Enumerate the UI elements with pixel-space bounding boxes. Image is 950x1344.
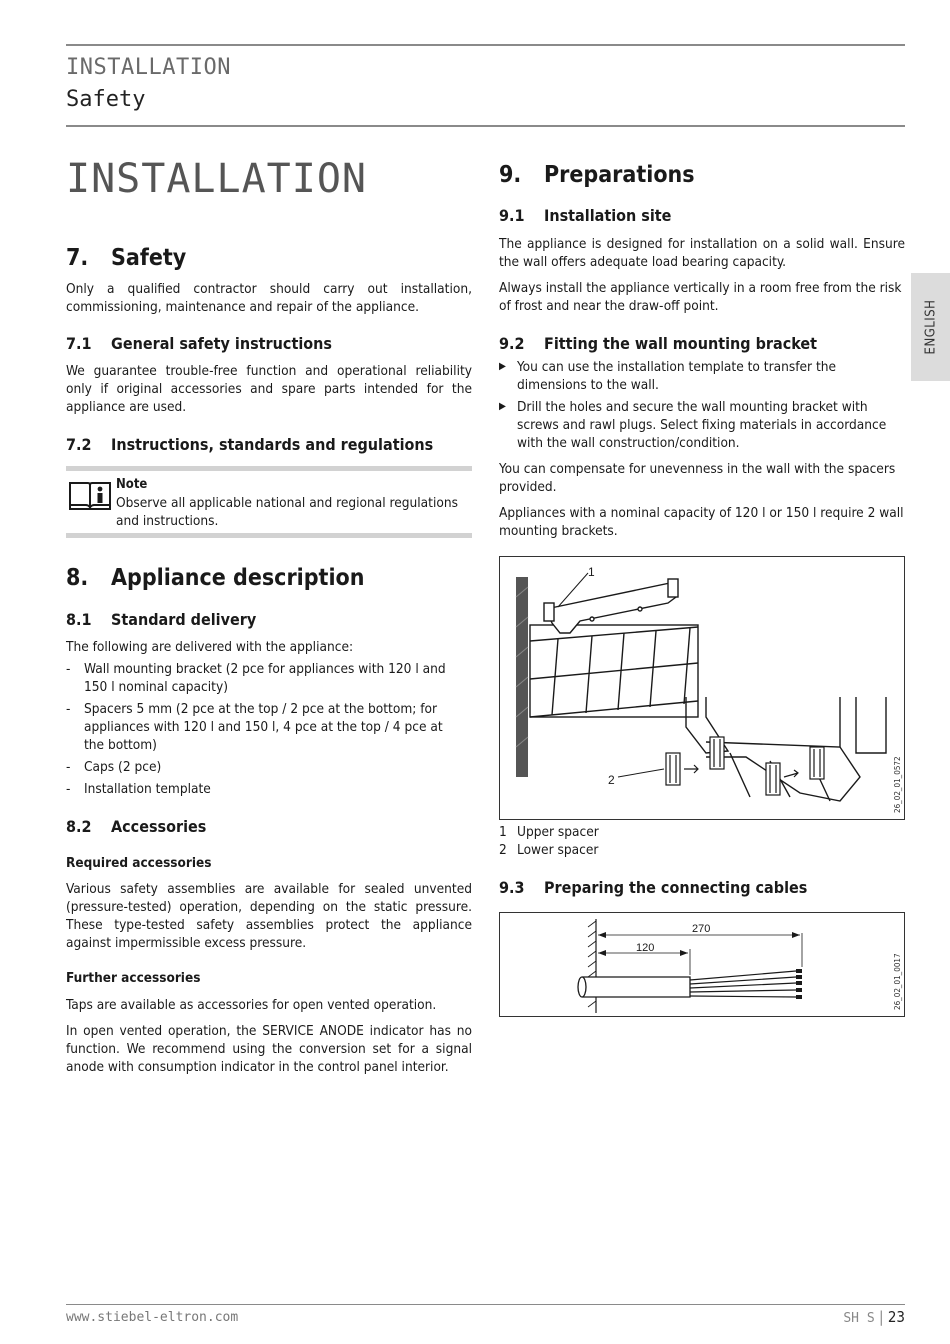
bracket-steps [499, 358, 899, 456]
section-7-intro: Only a qualified contractor should carry out installation, commissioning, maintenance and repair of the appliance. [66, 281, 472, 315]
list-item: - Caps (2 pce) [66, 758, 466, 776]
section-7-heading: 7. Safety [66, 245, 187, 271]
footer-page-info [843, 1308, 905, 1326]
section-9-1-text-1: The appliance is designed for installation on a solid wall. Ensure the wall offers adequate load bearing capacity. [499, 236, 905, 270]
section-9-2-heading: 9.2 Fitting the wall mounting bracket [499, 334, 818, 353]
footer-url: www.stiebel-eltron.com [66, 1310, 239, 1325]
note-text: Observe all applicable national and regional regulations and instructions. [116, 495, 458, 529]
manual-info-icon [68, 479, 112, 511]
header-rule [66, 125, 905, 127]
note-box [66, 466, 472, 538]
section-8-heading: 8. Appliance description [66, 565, 365, 591]
header-section: INSTALLATION [66, 55, 231, 80]
top-rule [66, 44, 905, 46]
callout-2: 2 [608, 773, 615, 787]
section-7-1-text: We guarantee trouble-free function and operational reliability only if original accessories and spare parts intended for the appliance are used. [66, 363, 472, 415]
section-8-2-heading: 8.2 Accessories [66, 817, 207, 836]
section-7-1-heading: 7.1 General safety instructions [66, 334, 332, 353]
required-accessories-heading: Required accessories [66, 855, 212, 871]
page-title: INSTALLATION [66, 156, 367, 202]
list-item: ▶ You can use the installation template to transfer the dimensions to the wall. [499, 358, 899, 394]
figure-legend [499, 823, 599, 859]
section-9-2-text-1: You can compensate for unevenness in the wall with the spacers provided. [499, 461, 896, 495]
list-item: - Spacers 5 mm (2 pce at the top / 2 pce at the bottom; for appliances with 120 l and 150 l, 4 pce at the top / 4 pce at the bottom) [66, 700, 466, 754]
footer-separator: | [878, 1308, 884, 1326]
footer-rule [66, 1304, 905, 1305]
language-tab [911, 273, 950, 381]
legend-item: 2 Lower spacer [499, 842, 599, 858]
cable-dimension-drawing [500, 913, 904, 1016]
list-item: - Installation template [66, 780, 466, 798]
delivery-list [66, 660, 466, 802]
section-9-2-text-2: Appliances with a nominal capacity of 120 l or 150 l require 2 wall mounting brackets. [499, 505, 904, 539]
footer-doc: SH S [843, 1311, 875, 1326]
section-9-1-heading: 9.1 Installation site [499, 206, 672, 225]
language-tab-label: ENGLISH [923, 299, 938, 355]
section-9-3-heading: 9.3 Preparing the connecting cables [499, 878, 808, 897]
further-accessories-text-1: Taps are available as accessories for open vented operation. [66, 997, 437, 1013]
dimension-120: 120 [636, 942, 655, 954]
figure-code: 26_02_01_0572 [893, 756, 902, 813]
required-accessories-text: Various safety assemblies are available for sealed unvented (pressure-tested) operation, depending on the static pressure. These type-tested safety assemblies protect the appliance against impermissible excess pressure. [66, 881, 472, 951]
wall-bracket-drawing [500, 557, 904, 819]
further-accessories-text-2: In open vented operation, the SERVICE ANODE indicator has no function. We recommend using the conversion set for a signal anode with consumption indicator in the control panel interior. [66, 1023, 472, 1075]
header-subsection: Safety [66, 87, 146, 112]
list-item: ▶ Drill the holes and secure the wall mounting bracket with screws and rawl plugs. Select fixing materials in accordance with the wall construction/condition. [499, 398, 899, 452]
section-9-heading: 9. Preparations [499, 162, 695, 188]
section-8-1-intro: The following are delivered with the appliance: [66, 639, 354, 655]
note-top-bar [66, 466, 472, 471]
figure-code: 26_02_01_0017 [893, 953, 902, 1010]
callout-1: 1 [588, 565, 595, 579]
list-item: - Wall mounting bracket (2 pce for appliances with 120 l and 150 l nominal capacity) [66, 660, 466, 696]
section-8-1-heading: 8.1 Standard delivery [66, 610, 257, 629]
figure-connecting-cables [499, 912, 905, 1017]
section-7-2-heading: 7.2 Instructions, standards and regulations [66, 435, 434, 454]
note-label: Note [116, 477, 148, 492]
dimension-270: 270 [692, 923, 711, 935]
legend-item: 1 Upper spacer [499, 824, 599, 840]
further-accessories-heading: Further accessories [66, 970, 201, 986]
note-bottom-bar [66, 533, 472, 538]
section-9-1-text-2: Always install the appliance vertically in a room free from the risk of frost and near the draw-off point. [499, 280, 902, 314]
page-number: 23 [887, 1308, 905, 1326]
figure-wall-bracket [499, 556, 905, 820]
